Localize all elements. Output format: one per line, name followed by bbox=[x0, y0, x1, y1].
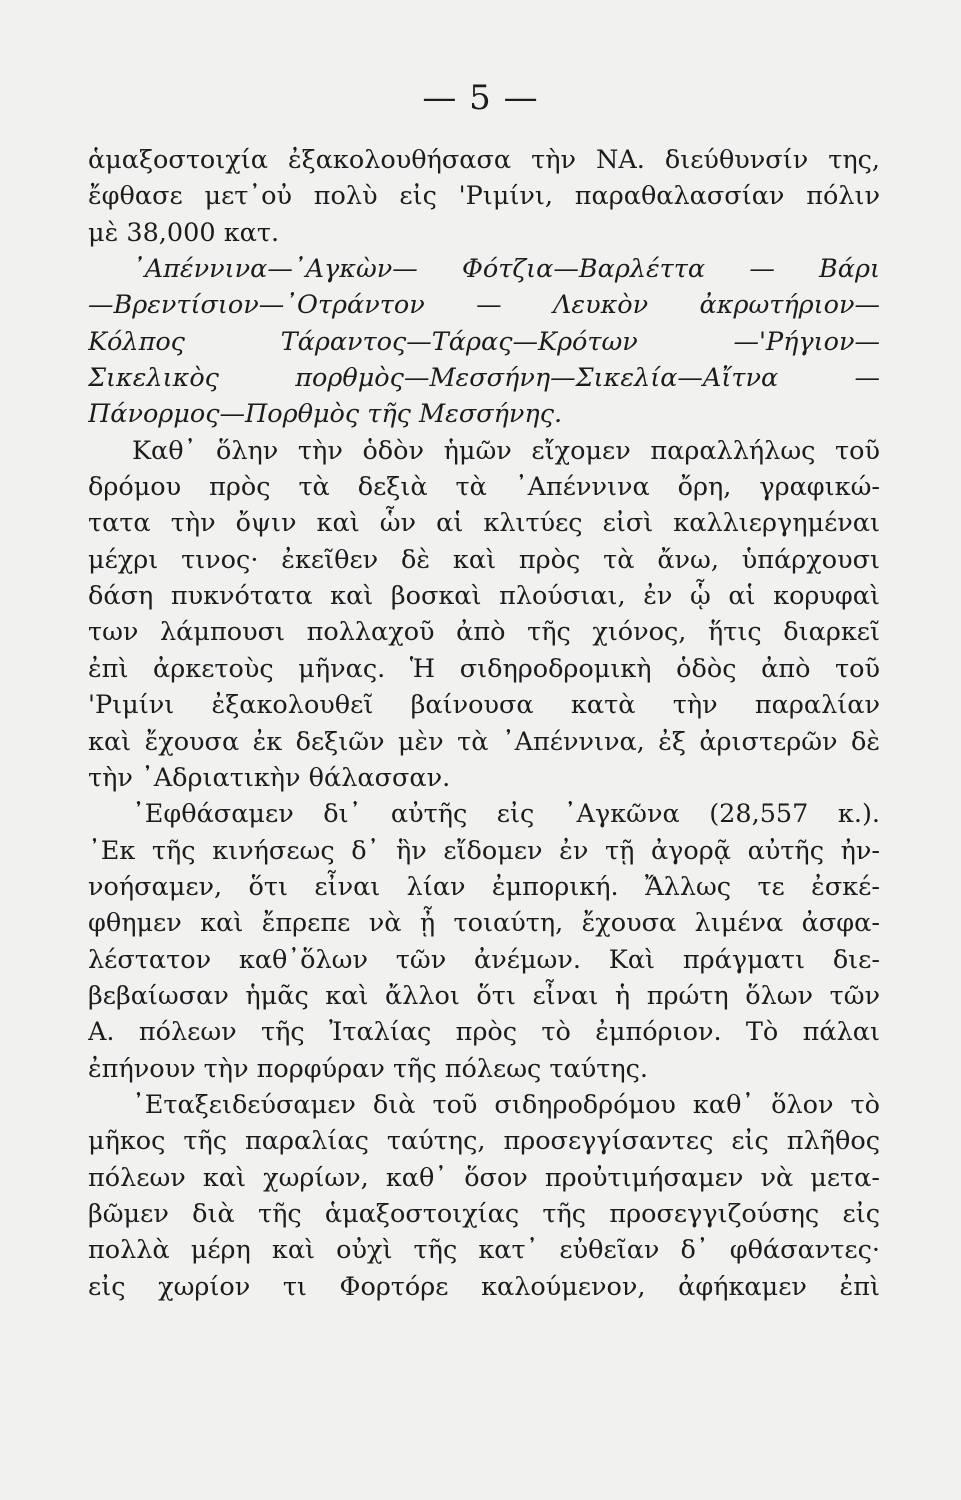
text-line: Καθ᾽ ὅλην τὴν ὁδὸν ἡμῶν εἴχομεν παραλλήλως τοῦ bbox=[132, 435, 880, 466]
text-line: μὲ 38,000 κατ. bbox=[88, 217, 280, 248]
text-line: νοήσαμεν, ὅτι εἶναι λίαν ἐμπορική. Ἄλλως τε ἐσκέ- bbox=[88, 871, 880, 902]
text-line: ᾽Απέννινα—᾽Αγκὼν— Φότζια—Βαρλέττα — Βάρι bbox=[132, 254, 880, 285]
text-line: ᾽Εταξειδεύσαμεν διὰ τοῦ σιδηροδρόμου καθ᾽ ὅλον τὸ bbox=[132, 1089, 880, 1120]
text-line: Α. πόλεων τῆς Ἰταλίας πρὸς τὸ ἐμπόριον. Τὸ πάλαι bbox=[88, 1017, 880, 1048]
text-line: των λάμπουσι πολλαχοῦ ἀπὸ τῆς χιόνος, ἥτις διαρκεῖ bbox=[88, 617, 880, 648]
text-line: Σικελικὸς πορθμὸς—Μεσσήνη—Σικελία—Αἴτνα — bbox=[88, 363, 880, 394]
text-line: μῆκος τῆς παραλίας ταύτης, προσεγγίσαντες εἰς πλῆθος bbox=[88, 1126, 880, 1157]
text-line: φθημεν καὶ ἔπρεπε νὰ ᾖ τοιαύτη, ἔχουσα λιμένα ἀσφα- bbox=[88, 908, 880, 939]
text-line: ᾽Εκ τῆς κινήσεως δ᾽ ἣν εἴδομεν ἐν τῇ ἀγορᾷ αὐτῆς ἠν- bbox=[88, 835, 880, 866]
text-line: καὶ ἔχουσα ἐκ δεξιῶν μὲν τὰ ᾽Απέννινα, ἐξ ἀριστερῶν δὲ bbox=[88, 726, 880, 757]
text-line: ἐπὶ ἀρκετοὺς μῆνας. Ἡ σιδηροδρομικὴ ὁδὸς ἀπὸ τοῦ bbox=[88, 653, 880, 684]
text-line: 'Ριμίνι ἐξακολουθεῖ βαίνουσα κατὰ τὴν παραλίαν bbox=[88, 690, 880, 721]
body-text bbox=[88, 142, 880, 1305]
text-line: Κόλπος Τάραντος—Τάρας—Κρότων —'Ρήγιον— bbox=[88, 326, 880, 357]
text-line: ἐπήνουν τὴν πορφύραν τῆς πόλεως ταύτης. bbox=[88, 1053, 648, 1084]
text-line: πόλεων καὶ χωρίων, καθ᾽ ὅσον προὐτιμήσαμεν νὰ μετα- bbox=[88, 1162, 880, 1193]
text-line: βεβαίωσαν ἡμᾶς καὶ ἄλλοι ὅτι εἶναι ἡ πρώτη ὅλων τῶν bbox=[88, 980, 880, 1011]
text-line: πολλὰ μέρη καὶ οὐχὶ τῆς κατ᾽ εὐθεῖαν δ᾽ φθάσαντες· bbox=[88, 1235, 880, 1266]
text-line: βῶμεν διὰ τῆς ἁμαξοστοιχίας τῆς προσεγγιζούσης εἰς bbox=[88, 1198, 880, 1229]
text-line: δάση πυκνότατα καὶ βοσκαὶ πλούσιαι, ἐν ᾧ αἱ κορυφαὶ bbox=[88, 581, 880, 612]
page-number: — 5 — bbox=[422, 78, 539, 118]
text-line: δρόμου πρὸς τὰ δεξιὰ τὰ ᾽Απέννινα ὄρη, γραφικώ- bbox=[88, 472, 880, 503]
text-line: τὴν ᾽Αδριατικὴν θάλασσαν. bbox=[88, 762, 451, 793]
text-line: ἁμαξοστοιχία ἐξακολουθήσασα τὴν ΝΑ. διεύθυνσίν της, bbox=[88, 145, 880, 175]
text-line: ᾽Εφθάσαμεν δι᾽ αὐτῆς εἰς ᾽Αγκῶνα (28,557 κ.). bbox=[132, 799, 880, 830]
text-line: —Βρεντίσιον—᾽Οτράντον — Λευκὸν ἀκρωτήριον— bbox=[88, 290, 880, 321]
text-line: εἰς χωρίον τι Φορτόρε καλούμενον, ἀφήκαμεν ἐπὶ bbox=[88, 1271, 880, 1302]
text-line: λέστατον καθ᾽ὅλων τῶν ἀνέμων. Καὶ πράγματι διε- bbox=[88, 944, 880, 975]
text-line: Πάνορμος—Πορθμὸς τῆς Μεσσήνης. bbox=[88, 399, 563, 430]
text-line: τατα τὴν ὄψιν καὶ ὧν αἱ κλιτύες εἰσὶ καλλιεργημέναι bbox=[88, 508, 880, 539]
text-line: ἔφθασε μετ᾽οὐ πολὺ εἰς 'Ριμίνι, παραθαλασσίαν πόλιν bbox=[88, 181, 880, 212]
text-line: μέχρι τινος· ἐκεῖθεν δὲ καὶ πρὸς τὰ ἄνω, ὑπάρχουσι bbox=[88, 544, 880, 575]
